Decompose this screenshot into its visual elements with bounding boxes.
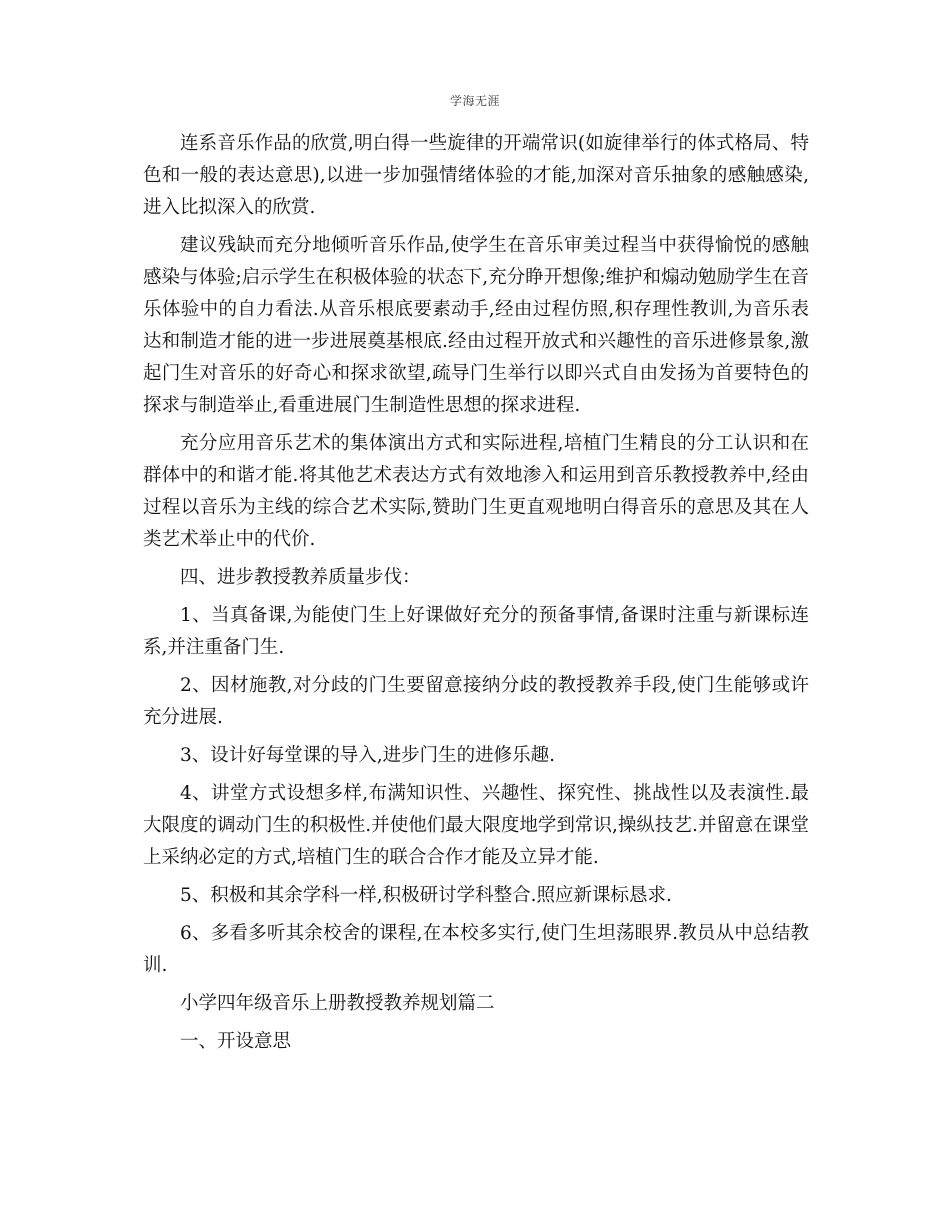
list-item-differentiated-teaching: 2、因材施教,对分歧的门生要留意接纳分歧的教授教养手段,使门生能够或许充分进展. [143,675,809,728]
section-title-plan-two: 小学四年级音乐上册教授教养规划篇二 [180,993,495,1014]
list-item-classroom-methods: 4、讲堂方式设想多样,布满知识性、兴趣性、探究性、挑战性以及表演性.最大限度的调动门生的积极性.并使他们最大限度地学到常识,操纵技艺.并留意在课堂上采纳必定的方式,培植门生的联合合作才能及立异才能. [143,783,809,868]
list-item-lesson-prep: 1、当真备课,为能使门生上好课做好充分的预备事情,备课时注重与新课标连系,并注重备门生. [143,605,809,658]
page-header: 学海无涯 [449,94,500,108]
paragraph-listening-suggestions: 建议残缺而充分地倾听音乐作品,使学生在音乐审美过程当中获得愉悦的感触感染与体验;启示学生在积极体验的状态下,充分睁开想像;维护和煽动勉励学生在音乐体验中的自力看法.从音乐根底要素动手,经由过程仿照,积存理性教训,为音乐表达和制造才能的进一步进展奠基根底.经由过程开放式和兴趣性的音乐进修景象,激起门生对音乐的好奇心和探求欲望,疏导门生举行以即兴式自由发扬为首要特色的探求与制造举止,看重进展门生制造性思想的探求进程. [143,235,809,416]
list-item-observe-lessons: 6、多看多听其余校舍的课程,在本校多实行,使门生坦荡眼界.教员从中总结教训. [143,923,809,976]
paragraph-music-appreciation: 连系音乐作品的欣赏,明白得一些旋律的开端常识(如旋律举行的体式格局、特色和一般的表达意思),以进一步加强情绪体验的才能,加深对音乐抽象的感触感染,进入比拟深入的欣赏. [143,133,809,218]
section-heading-significance: 一、开设意思 [180,1031,292,1052]
list-item-subject-integration: 5、积极和其余学科一样,积极研讨学科整合.照应新课标恳求. [180,885,672,906]
section-heading-quality-measures: 四、进步教授教养质量步伐： [180,567,421,588]
list-item-lesson-intro: 3、设计好每堂课的导入,进步门生的进修乐趣. [180,745,556,766]
paragraph-performance-practice: 充分应用音乐艺术的集体演出方式和实际进程,培植门生精良的分工认识和在群体中的和谐才能.将其他艺术表达方式有效地渗入和运用到音乐教授教养中,经由过程以音乐为主线的综合艺术实际,赞助门生更直观地明白得音乐的意思及其在人类艺术举止中的代价. [143,433,809,550]
document-body [143,128,809,1064]
